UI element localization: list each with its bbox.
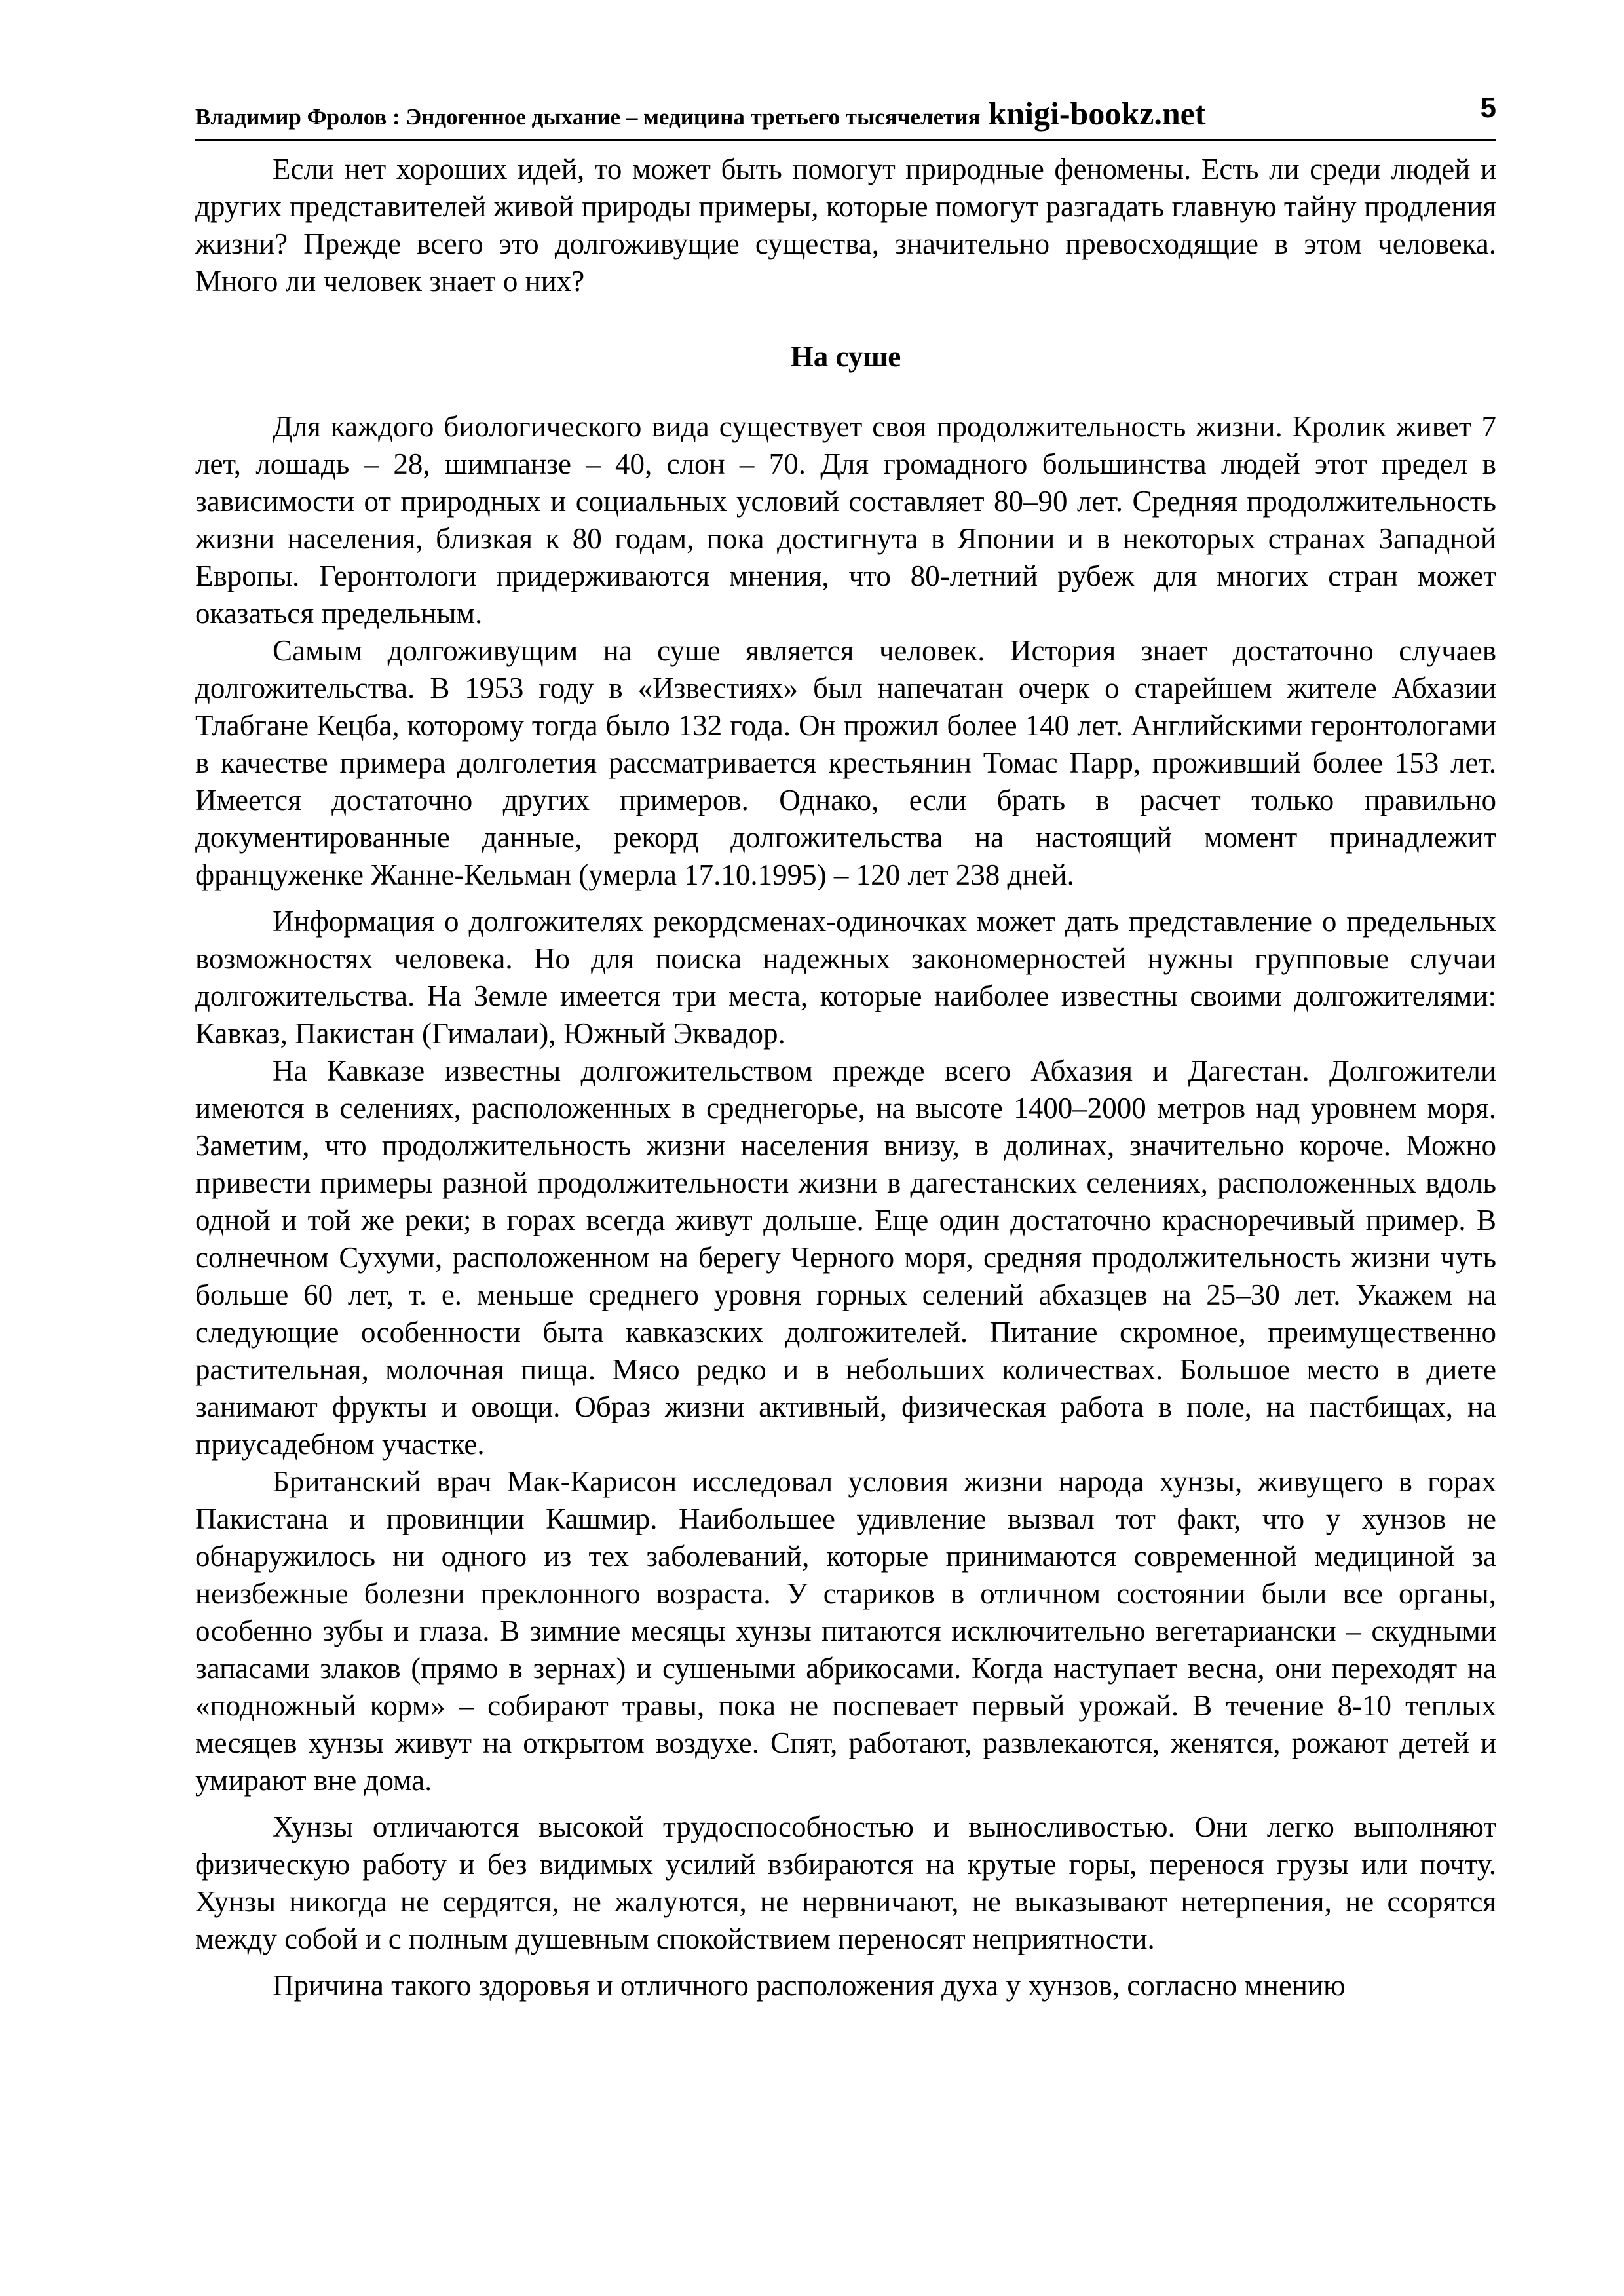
header-title-line (195, 94, 1206, 132)
running-header (195, 92, 1496, 136)
intro-paragraph: Если нет хороших идей, то может быть помогут природные феномены. Есть ли среди людей и других представителей живой природы примеры, которые помогут разгадать главную тайну продления жизни? Прежде всего это долгоживущие существа, значительно превосходящие в этом человека. Много ли человек знает о них? (195, 153, 1496, 297)
header-site: knigi-bookz.net (988, 95, 1206, 132)
section-heading: На суше (790, 340, 901, 373)
paragraph-7: Причина такого здоровья и отличного расположения духа у хунзов, согласно мнению (273, 1969, 1346, 2002)
paragraph-2: Самым долгоживущим на суше является человек. История знает достаточно случаев долгожительства. В 1953 году в «Известиях» был напечатан очерк о старейшем жителе Абхазии Тлабгане Кецба, которому тогда было 132 года. Он прожил более 140 лет. Английскими геронтологами в качестве примера долголетия рассматривается крестьянин Томас Парр, проживший более 153 лет. Имеется достаточно других примеров. Однако, если брать в расчет только правильно документированные данные, рекорд долгожительства на настоящий момент принадлежит француженке Жанне-Кельман (умерла 17.10.1995) – 120 лет 238 дней. (195, 634, 1496, 891)
page-number: 5 (1480, 92, 1496, 124)
paragraph-5: Британский врач Мак-Карисон исследовал условия жизни народа хунзы, живущего в горах Пакистана и провинции Кашмир. Наибольшее удивление вызвал тот факт, что у хунзов не обнаружилось ни одного из тех заболеваний, которые принимаются современной медициной за неизбежные болезни преклонного возраста. У стариков в отличном состоянии были все органы, особенно зубы и глаза. В зимние месяцы хунзы питаются исключительно вегетариански – скудными запасами злаков (прямо в зернах) и сушеными абрикосами. Когда наступает весна, они переходят на «подножный корм» – собирают травы, пока не поспевает первый урожай. В течение 8-10 теплых месяцев хунзы живут на открытом воздухе. Спят, работают, развлекаются, женятся, рожают детей и умирают вне дома. (195, 1465, 1496, 1797)
body-text (195, 151, 1496, 2004)
paragraph-3: Информация о долгожителях рекордсменах-одиночках может дать представление о предельных возможностях человека. Но для поиска надежных закономерностей нужны групповые случаи долгожительства. На Земле имеется три места, которые наиболее известны своими долгожителями: Кавказ, Пакистан (Гималаи), Южный Эквадор. (195, 905, 1496, 1050)
paragraph-4: На Кавказе известны долгожительством прежде всего Абхазия и Дагестан. Долгожители имеются в селениях, расположенных в среднегорье, на высоте 1400–2000 метров над уровнем моря. Заметим, что продолжительность жизни населения внизу, в долинах, значительно короче. Можно привести примеры разной продолжительности жизни в дагестанских селениях, расположенных вдоль одной и той же реки; в горах всегда живут дольше. Еще один достаточно красноречивый пример. В солнечном Сухуми, расположенном на берегу Черного моря, средняя продолжительность жизни чуть больше 60 лет, т. е. меньше среднего уровня горных селений абхазцев на 25–30 лет. Укажем на следующие особенности быта кавказских долгожителей. Питание скромное, преимущественно растительная, молочная пища. Мясо редко и в небольших количествах. Большое место в диете занимают фрукты и овощи. Образ жизни активный, физическая работа в поле, на пастбищах, на приусадебном участке. (195, 1054, 1496, 1461)
header-rule (195, 139, 1496, 141)
paragraph-6: Хунзы отличаются высокой трудоспособностью и выносливостью. Они легко выполняют физическую работу и без видимых усилий взбираются на крутые горы, перенося грузы или почту. Хунзы никогда не сердятся, не жалуются, не нервничают, не выказывают нетерпения, не ссорятся между собой и с полным душевным спокойствием переносят неприятности. (195, 1810, 1496, 1955)
paragraph-1: Для каждого биологического вида существует своя продолжительность жизни. Кролик живет 7 лет, лошадь – 28, шимпанзе – 40, слон – 70. Для громадного большинства людей этот предел в зависимости от природных и социальных условий составляет 80–90 лет. Средняя продолжительность жизни населения, близкая к 80 годам, пока достигнута в Японии и в некоторых странах Западной Европы. Геронтологи придерживаются мнения, что 80-летний рубеж для многих стран может оказаться предельным. (195, 410, 1496, 630)
header-title: Владимир Фролов : Эндогенное дыхание – медицина третьего тысячелетия (195, 104, 981, 130)
